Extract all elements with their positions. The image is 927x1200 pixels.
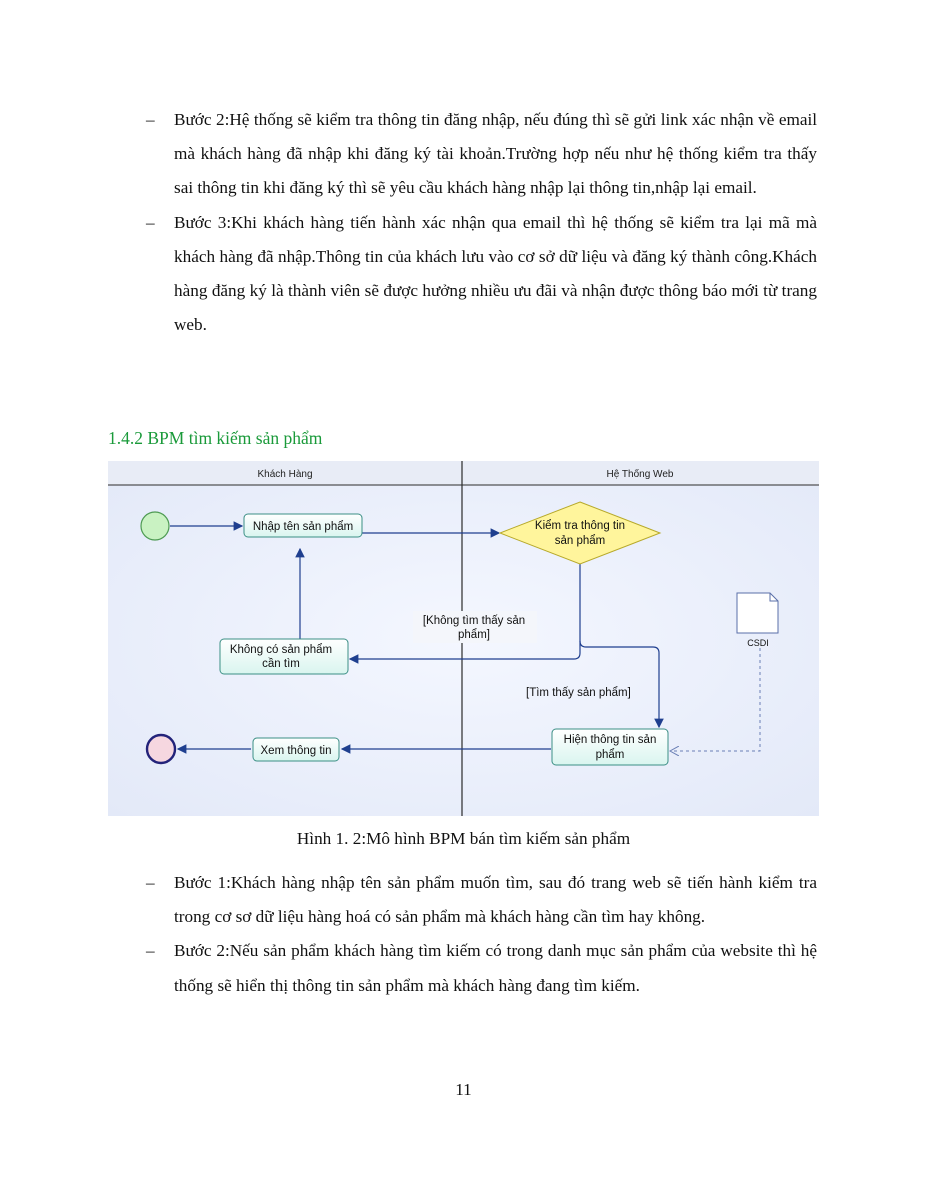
list-item — [0, 866, 927, 934]
list-dash: – — [146, 941, 155, 961]
guard-not-found-line1: [Không tìm thấy sản — [422, 615, 526, 627]
lane-title-right: Hệ Thống Web — [606, 469, 674, 480]
page-number: 11 — [455, 1080, 472, 1099]
step-text: Bước 1:Khách hàng nhập tên sản phẩm muốn tìm, sau đó trang web sẽ tiến hành kiểm tra trong cơ sơ dữ liệu hàng hoá có sản phẩm mà khách hàng cần tìm hay không. — [174, 873, 817, 927]
database-label: CSDI — [747, 638, 769, 648]
lane-title-left: Khách Hàng — [257, 469, 313, 480]
list-dash: – — [146, 873, 155, 892]
guard-found: [Tìm thấy sản phẩm] — [526, 687, 631, 699]
section-heading: 1.4.2 BPM tìm kiếm sản phẩm — [108, 428, 323, 448]
figure-caption: Hình 1. 2:Mô hình BPM bán tìm kiếm sản phẩm — [296, 829, 631, 848]
list-item — [0, 103, 927, 206]
activity-view-label: Xem thông tin — [260, 745, 332, 757]
lane-header-strip — [108, 461, 819, 485]
decision-label-line1: Kiểm tra thông tin — [534, 520, 626, 532]
step-list-bottom — [0, 866, 927, 1003]
bpm-diagram — [108, 461, 819, 816]
database-document-icon — [737, 593, 778, 633]
activity-show-line1: Hiện thông tin sản — [563, 734, 657, 746]
activity-show-line2: phẩm — [595, 749, 625, 761]
list-dash: – — [146, 110, 155, 129]
step-text: Bước 2:Hệ thống sẽ kiểm tra thông tin đăng nhập, nếu đúng thì sẽ gửi link xác nhận về email mà khách hàng đã nhập khi đăng ký tài khoản.Trường hợp nếu như hệ thống kiểm tra thấy sai thông tin khi đăng ký thì sẽ yêu cầu khách hàng nhập lại thông tin,nhập lại email. — [174, 110, 817, 198]
activity-no-product-line1: Không có sản phẩm — [229, 644, 333, 656]
step-text: Bước 2:Nếu sản phẩm khách hàng tìm kiếm có trong danh mục sản phẩm của website thì hệ thống sẽ hiển thị thông tin sản phẩm mà khách hàng đang tìm kiếm. — [174, 941, 817, 995]
activity-input-label: Nhập tên sản phẩm — [252, 521, 354, 533]
decision-label-line2: sản phẩm — [554, 535, 606, 547]
list-item — [0, 934, 927, 1002]
activity-no-product-line2: cần tìm — [262, 658, 300, 670]
list-item — [0, 206, 927, 343]
step-list-top — [0, 103, 927, 342]
guard-not-found-line2: phẩm] — [458, 629, 490, 641]
list-dash: – — [146, 212, 155, 232]
start-event — [141, 512, 169, 540]
end-event — [147, 735, 175, 763]
step-text: Bước 3:Khi khách hàng tiến hành xác nhận qua email thì hệ thống sẽ kiểm tra lại mã mà khách hàng đã nhập.Thông tin của khách lưu vào cơ sở dữ liệu và đăng ký thành công.Khách hàng đăng ký là thành viên sẽ được hưởng nhiều ưu đãi và nhận được thông báo mới từ trang web. — [174, 212, 817, 335]
